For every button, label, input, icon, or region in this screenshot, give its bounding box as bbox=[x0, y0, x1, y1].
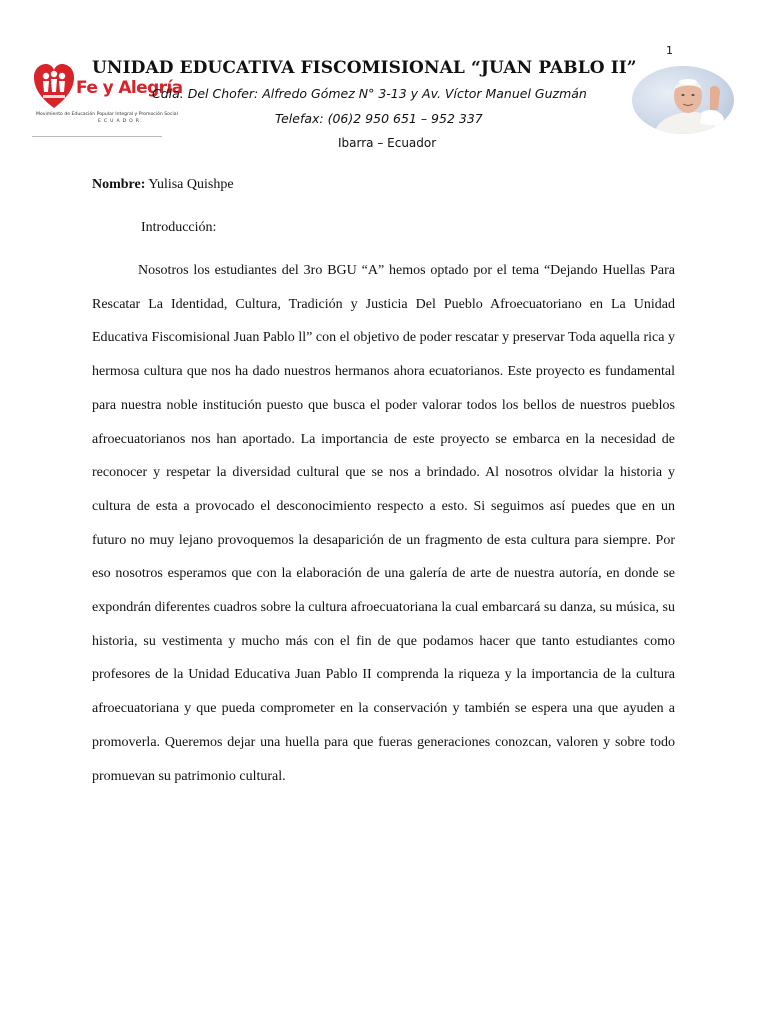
heart-people-icon bbox=[32, 62, 76, 112]
name-label: Nombre: bbox=[92, 177, 146, 192]
logo-subtitle-text: Movimiento de Educación Popular Integral y Promoción Social bbox=[36, 112, 178, 117]
page-number: 1 bbox=[666, 44, 673, 57]
school-city: Ibarra – Ecuador bbox=[338, 136, 437, 150]
student-name-line bbox=[92, 177, 234, 193]
intro-heading: Introducción: bbox=[141, 220, 217, 235]
logo-subtitle bbox=[36, 111, 178, 125]
logo-underline bbox=[32, 136, 162, 137]
intro-paragraph: Nosotros los estudiantes del 3ro BGU “A” hemos optado por el tema “Dejando Huellas Para Rescatar La Identidad, Cultura, Tradición y Justicia Del Pueblo Afroecuatoriano en La Unidad Educativa Fiscomisional Juan Pablo ll” con el objetivo de poder rescatar y preservar Toda aquella rica y hermosa cultura que nos ha dado nuestros hermanos ahora ecuatorianos. Este proyecto es fundamental para nuestra noble institución puesto que busca el poder valorar todos los bellos de nuestros pueblos afroecuatorianos nos han aportado. La importancia de este proyecto se embarca en la necesidad de reconocer y respetar la diversidad cultural que se nos a brindado. Al nosotros olvidar la historia y cultura de esta a provocado el desconocimiento respecto a esto. Si seguimos así puedes que en un futuro no muy lejano provoquemos la desaparición de un fragmento de esta cultura para siempre. Por eso nosotros esperamos que con la elaboración de una galería de arte de nuestra autoría, en donde se expondrán diferentes cuadros sobre la cultura afroecuatoriana la cual embarcará su danza, su música, su historia, su vestimenta y mucho más con el fin de que podamos hacer que tanto estudiantes como profesores de la Unidad Educativa Juan Pablo II comprenda la riqueza y la importancia de la cultura afroecuatoriana y que pueda comprometer en la conservación y también se espera una que ayuden a promoverla. Queremos dejar una huella para que fueras generaciones conozcan, valoren y sobre todo promuevan su patrimonio cultural. bbox=[92, 263, 675, 784]
logo-wordmark: Fe y Alegría bbox=[76, 78, 183, 98]
student-name: Yulisa Quishpe bbox=[148, 177, 234, 192]
pope-photo bbox=[632, 66, 734, 134]
logo-country: ECUADOR bbox=[98, 119, 142, 124]
school-address: Cdla. Del Chofer: Alfredo Gómez N° 3-13 y Av. Víctor Manuel Guzmán bbox=[152, 86, 587, 101]
school-phone: Telefax: (06)2 950 651 – 952 337 bbox=[275, 111, 483, 126]
pope-portrait-icon bbox=[632, 66, 734, 134]
school-title: UNIDAD EDUCATIVA FISCOMISIONAL “JUAN PABLO II” bbox=[92, 58, 637, 78]
